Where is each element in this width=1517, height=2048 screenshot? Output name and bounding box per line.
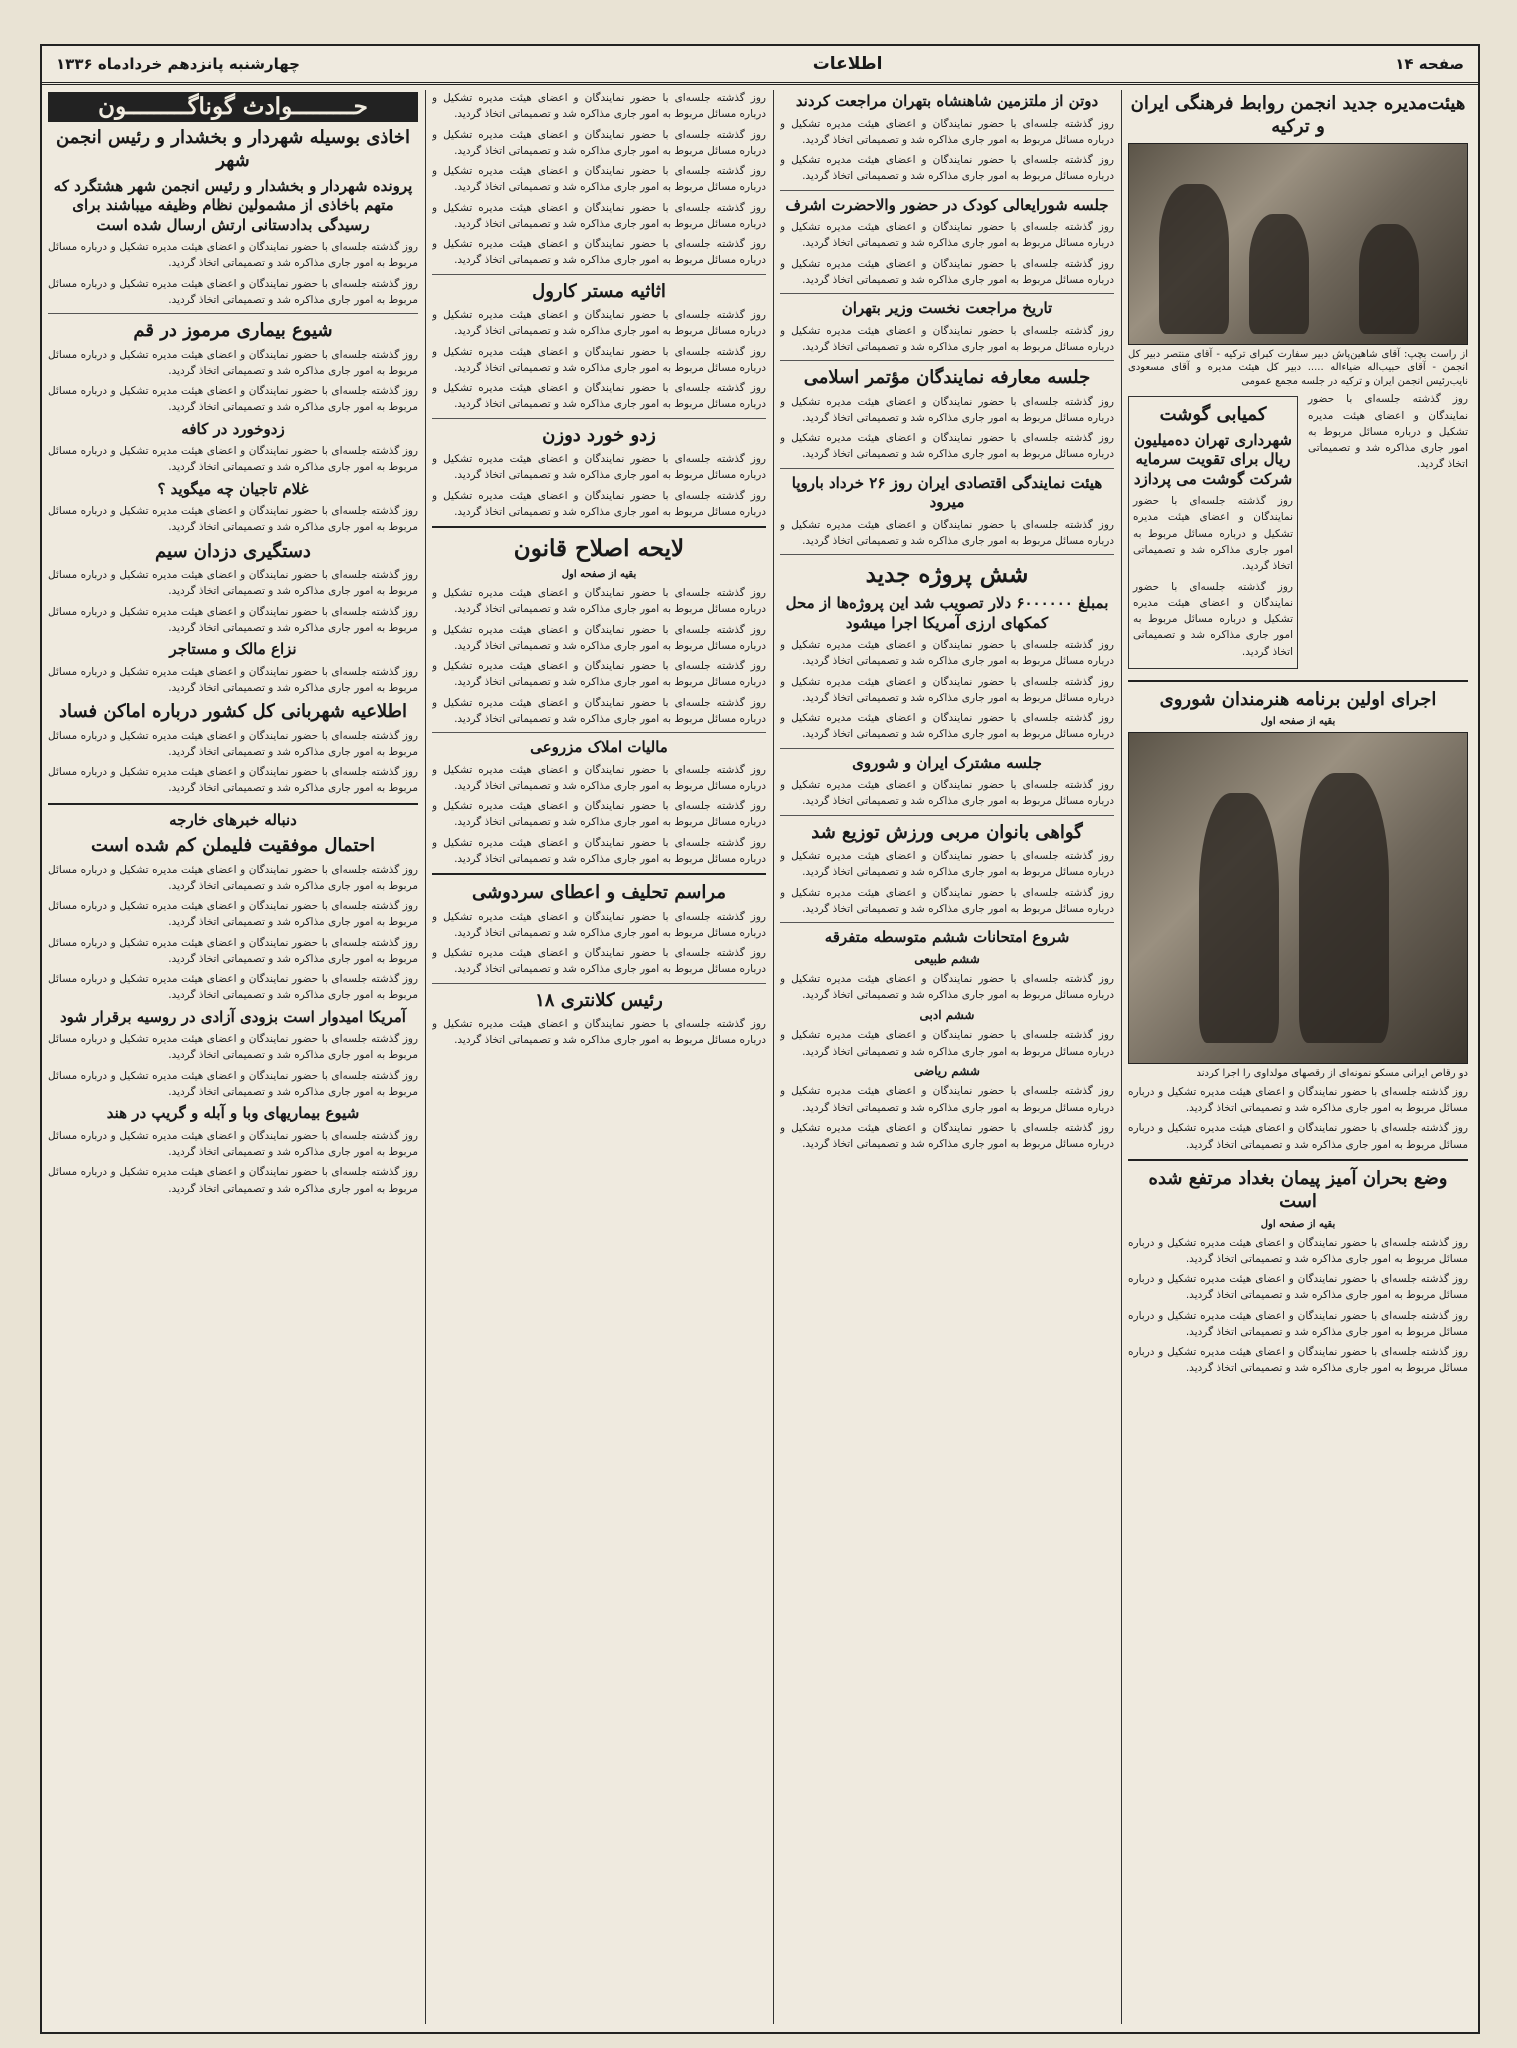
article-text: روز گذشته جلسه‌ای با حضور نمایندگان و اعضای هیئت مدیره تشکیل و درباره مسائل مربوط به امور جاری مذاکره شد و تصمیماتی اتخاذ گردید.	[780, 1085, 1114, 1114]
headline-child-council: جلسه شورایعالی کودک در حضور والاحضرت اشرف	[785, 195, 1109, 214]
article-text: روز گذشته جلسه‌ای با حضور نمایندگان و اعضای هیئت مدیره تشکیل و درباره مسائل مربوط به امور جاری مذاکره شد و تصمیماتی اتخاذ گردید.	[48, 766, 418, 795]
article-text: روز گذشته جلسه‌ای با حضور نمایندگان و اعضای هیئت مدیره تشکیل و درباره مسائل مربوط به امور جاری مذاکره شد و تصمیماتی اتخاذ گردید.	[780, 221, 1114, 250]
article-text: روز گذشته جلسه‌ای با حضور نمایندگان و اعضای هیئت مدیره تشکیل و درباره مسائل مربوط به امور جاری مذاکره شد و تصمیماتی اتخاذ گردید.	[432, 345, 766, 374]
article-text: روز گذشته جلسه‌ای با حضور نمایندگان و اعضای هیئت مدیره تشکیل و درباره مسائل مربوط به امور جاری مذاکره شد و تصمیماتی اتخاذ گردید.	[432, 382, 766, 411]
article-text: روز گذشته جلسه‌ای با حضور نمایندگان و اعضای هیئت مدیره تشکیل و درباره مسائل مربوط به امور جاری مذاکره شد و تصمیماتی اتخاذ گردید.	[780, 1121, 1114, 1151]
headline-exams: شروع امتحانات ششم متوسطه متفرقه	[824, 928, 1070, 947]
article-text: روز گذشته جلسه‌ای با حضور نمایندگان و اعضای هیئت مدیره تشکیل و درباره مسائل مربوط به امور جاری مذاکره شد و تصمیماتی اتخاذ گردید.	[48, 277, 418, 306]
article-text: روز گذشته جلسه‌ای با حضور نمایندگان و اعضای هیئت مدیره تشکیل و درباره مسائل مربوط به امور جاری مذاکره شد و تصمیماتی اتخاذ گردید.	[48, 1069, 418, 1098]
article-text: روز گذشته جلسه‌ای با حضور نمایندگان و اعضای هیئت مدیره تشکیل و درباره مسائل مربوط به امور جاری مذاکره شد و تصمیماتی اتخاذ گردید.	[432, 165, 766, 194]
masthead	[42, 46, 1478, 85]
article-text: روز گذشته جلسه‌ای با حضور نمایندگان و اعضای هیئت مدیره تشکیل و درباره مسائل مربوط به امور جاری مذاکره شد و تصمیماتی اتخاذ گردید.	[48, 665, 418, 694]
article-text: روز گذشته جلسه‌ای با حضور نمایندگان و اعضای هیئت مدیره تشکیل و درباره مسائل مربوط به امور جاری مذاکره شد و تصمیماتی اتخاذ گردید.	[780, 850, 1114, 879]
column-4	[48, 90, 418, 2024]
headline-cafe-fight: زدوخورد در کافه	[181, 419, 285, 438]
headline-pm-return: تاریخ مراجعت نخست وزیر بتهران	[841, 299, 1053, 318]
article-text: روز گذشته جلسه‌ای با حضور نمایندگان و اعضای هیئت مدیره تشکیل و درباره مسائل مربوط به امور جاری مذاکره شد و تصمیماتی اتخاذ گردید.	[432, 696, 766, 725]
article-text: روز گذشته جلسه‌ای با حضور نمایندگان و اعضای هیئت مدیره تشکیل و درباره مسائل مربوط به امور جاری مذاکره شد و تصمیماتی اتخاذ گردید.	[432, 309, 766, 338]
photo-caption: از راست بچپ: آقای شاهین‌پاش دبیر سفارت کبرای ترکیه - آقای منتصر دبیر کل انجمن - آقای حبیب‌اله ضیاءاله ..... دبیر کل هیئت مدیره و آقای مسعودی نایب‌رئیس انجمن ایران و ترکیه در جلسه مجمع عمومی	[1128, 348, 1468, 387]
headline-landlord-dispute: نزاع مالک و مستاجر	[169, 640, 297, 659]
article-text: روز گذشته جلسه‌ای با حضور نمایندگان و اعضای هیئت مدیره تشکیل و درباره مسائل مربوط به امور جاری مذاکره شد و تصمیماتی اتخاذ گردید.	[780, 1029, 1114, 1058]
subhead-extortion: پرونده شهردار و بخشدار و رئیس انجمن شهر هشتگرد که متهم باخاذی از مشمولین نظام وظیفه میباشند برای رسیدگی بدادستانی ارتش ارسال شده است	[53, 176, 413, 234]
article-text: روز گذشته جلسه‌ای با حضور نمایندگان و اعضای هیئت مدیره تشکیل و درباره مسائل مربوط به امور جاری مذاکره شد و تصمیماتی اتخاذ گردید.	[432, 947, 766, 976]
headline-wire-thieves: دستگیری دزدان سیم	[155, 540, 311, 562]
article-text: روز گذشته جلسه‌ای با حضور نمایندگان و اعضای هیئت مدیره تشکیل و درباره مسائل مربوط به امور جاری مذاکره شد و تصمیماتی اتخاذ گردید.	[780, 886, 1114, 915]
article-text: روز گذشته جلسه‌ای با حضور نمایندگان و اعضای هیئت مدیره تشکیل و درباره مسائل مربوط به امور جاری مذاکره شد و تصمیماتی اتخاذ گردید.	[780, 117, 1114, 146]
article-text: روز گذشته جلسه‌ای با حضور نمایندگان و اعضای هیئت مدیره تشکیل و درباره مسائل مربوط به امور جاری مذاکره شد و تصمیماتی اتخاذ گردید.	[48, 973, 418, 1002]
article-text: روز گذشته جلسه‌ای با حضور نمایندگان و اعضای هیئت مدیره تشکیل و درباره مسائل مربوط به امور جاری مذاکره شد و تصمیماتی اتخاذ گردید.	[1133, 495, 1293, 573]
article-text: روز گذشته جلسه‌ای با حضور نمایندگان و اعضای هیئت مدیره تشکیل و درباره مسائل مربوط به امور جاری مذاکره شد و تصمیماتی اتخاذ گردید.	[48, 936, 418, 965]
article-text: روز گذشته جلسه‌ای با حضور نمایندگان و اعضای هیئت مدیره تشکیل و درباره مسائل مربوط به امور جاری مذاکره شد و تصمیماتی اتخاذ گردید.	[780, 257, 1114, 286]
article-text: روز گذشته جلسه‌ای با حضور نمایندگان و اعضای هیئت مدیره تشکیل و درباره مسائل مربوط به امور جاری مذاکره شد و تصمیماتی اتخاذ گردید.	[432, 763, 766, 792]
headline-tajian: غلام تاجیان چه میگوید ؟	[157, 479, 309, 498]
headline-six-projects: شش پروژه جدید	[865, 561, 1029, 589]
article-text: روز گذشته جلسه‌ای با حضور نمایندگان و اعضای هیئت مدیره تشکیل و درباره مسائل مربوط به امور جاری مذاکره شد و تصمیماتی اتخاذ گردید.	[1128, 1309, 1468, 1338]
headline-extortion: اخاذی بوسیله شهردار و بخشدار و رئیس انجمن شهر	[55, 126, 411, 172]
article-text: روز گذشته جلسه‌ای با حضور نمایندگان و اعضای هیئت مدیره تشکیل و درباره مسائل مربوط به امور جاری مذاکره شد و تصمیماتی اتخاذ گردید.	[48, 385, 418, 414]
article-text: روز گذشته جلسه‌ای با حضور نمایندگان و اعضای هیئت مدیره تشکیل و درباره مسائل مربوط به امور جاری مذاکره شد و تصمیماتی اتخاذ گردید.	[432, 1018, 766, 1047]
column-2	[780, 90, 1114, 2024]
article-text: روز گذشته جلسه‌ای با حضور نمایندگان و اعضای هیئت مدیره تشکیل و درباره مسائل مربوط به امور جاری مذاکره شد و تصمیماتی اتخاذ گردید.	[1308, 393, 1468, 471]
article-text: روز گذشته جلسه‌ای با حضور نمایندگان و اعضای هیئت مدیره تشکیل و درباره مسائل مربوط به امور جاری مذاکره شد و تصمیماتی اتخاذ گردید.	[432, 623, 766, 652]
article-text: روز گذشته جلسه‌ای با حضور نمایندگان و اعضای هیئت مدیره تشکیل و درباره مسائل مربوط به امور جاری مذاکره شد و تصمیماتی اتخاذ گردید.	[432, 910, 766, 939]
article-text: روز گذشته جلسه‌ای با حضور نمایندگان و اعضای هیئت مدیره تشکیل و درباره مسائل مربوط به امور جاری مذاکره شد و تصمیماتی اتخاذ گردید.	[48, 863, 418, 892]
photo-meeting	[1128, 143, 1468, 345]
continued-note: بقیه از صفحه اول	[561, 568, 637, 580]
article-text: روز گذشته جلسه‌ای با حضور نمایندگان و اعضای هیئت مدیره تشکیل و درباره مسائل مربوط به امور جاری مذاکره شد و تصمیماتی اتخاذ گردید.	[48, 241, 418, 270]
article-text: روز گذشته جلسه‌ای با حضور نمایندگان و اعضای هیئت مدیره تشکیل و درباره مسائل مربوط به امور جاری مذاکره شد و تصمیماتی اتخاذ گردید.	[780, 518, 1114, 547]
headline-pflimlin: احتمال موفقیت فلیملن کم شده است	[91, 835, 375, 857]
photo-dancers	[1128, 732, 1468, 1064]
headline-ceremony: مراسم تحلیف و اعطای سردوشی	[472, 882, 726, 904]
article-text: روز گذشته جلسه‌ای با حضور نمایندگان و اعضای هیئت مدیره تشکیل و درباره مسائل مربوط به امور جاری مذاکره شد و تصمیماتی اتخاذ گردید.	[780, 675, 1114, 704]
continued-note: بقیه از صفحه اول	[1260, 1218, 1336, 1230]
section-foreign-news: دنباله خبرهای خارجه	[169, 810, 297, 829]
date-line: چهارشنبه پانزدهم خردادماه ۱۳۳۶	[56, 55, 300, 73]
headline-economic-delegation: هیئت نمایندگی اقتصادی ایران روز ۲۶ خرداد باروپا میرود	[791, 473, 1103, 512]
article-text: روز گذشته جلسه‌ای با حضور نمایندگان و اعضای هیئت مدیره تشکیل و درباره مسائل مربوط به امور جاری مذاکره شد و تصمیماتی اتخاذ گردید.	[780, 973, 1114, 1002]
article-text: روز گذشته جلسه‌ای با حضور نمایندگان و اعضای هیئت مدیره تشکیل و درباره مسائل مربوط به امور جاری مذاکره شد و تصمیماتی اتخاذ گردید.	[48, 505, 418, 534]
newspaper-page	[40, 44, 1480, 2034]
headline-islamic-conference: جلسه معارفه نمایندگان مؤتمر اسلامی	[803, 367, 1091, 389]
headline-precinct-18: رئیس کلانتری ۱۸	[535, 989, 663, 1011]
meat-box	[1128, 396, 1298, 669]
article-text: روز گذشته جلسه‌ای با حضور نمایندگان و اعضای هیئت مدیره تشکیل و درباره مسائل مربوط به امور جاری مذاکره شد و تصمیماتی اتخاذ گردید.	[780, 324, 1114, 353]
article-text: روز گذشته جلسه‌ای با حضور نمایندگان و اعضای هیئت مدیره تشکیل و درباره مسائل مربوط به امور جاری مذاکره شد و تصمیماتی اتخاذ گردید.	[1128, 1085, 1468, 1114]
article-text: روز گذشته جلسه‌ای با حضور نمایندگان و اعضای هیئت مدیره تشکیل و درباره مسائل مربوط به امور جاری مذاکره شد و تصمیماتی اتخاذ گردید.	[780, 154, 1114, 183]
headline-iran-turkey: هیئت‌مدیره جدید انجمن روابط فرهنگی ایران و ترکیه	[1130, 93, 1466, 138]
page-number: صفحه ۱۴	[1395, 55, 1464, 73]
headline-baghdad-pact: وضع بحران آمیز پیمان بغداد مرتفع شده است	[1148, 1167, 1448, 1213]
section-banner-misc-events: حـــــــــوادث گوناگـــــــــون	[48, 92, 418, 122]
article-text: روز گذشته جلسه‌ای با حضور نمایندگان و اعضای هیئت مدیره تشکیل و درباره مسائل مربوط به امور جاری مذاکره شد و تصمیماتی اتخاذ گردید.	[432, 800, 766, 829]
headline-two-women: زدو خورد دوزن	[542, 424, 656, 446]
article-text: روز گذشته جلسه‌ای با حضور نمایندگان و اعضای هیئت مدیره تشکیل و درباره مسائل مربوط به امور جاری مذاکره شد و تصمیماتی اتخاذ گردید.	[432, 453, 766, 482]
article-text: روز گذشته جلسه‌ای با حضور نمایندگان و اعضای هیئت مدیره تشکیل و درباره مسائل مربوط به امور جاری مذاکره شد و تصمیماتی اتخاذ گردید.	[1128, 1346, 1468, 1375]
article-text: روز گذشته جلسه‌ای با حضور نمایندگان و اعضای هیئت مدیره تشکیل و درباره مسائل مربوط به امور جاری مذاکره شد و تصمیماتی اتخاذ گردید.	[1128, 1236, 1468, 1265]
headline-soviet-artists: اجرای اولین برنامه هنرمندان شوروی	[1159, 688, 1437, 710]
article-text: روز گذشته جلسه‌ای با حضور نمایندگان و اعضای هیئت مدیره تشکیل و درباره مسائل مربوط به امور جاری مذاکره شد و تصمیماتی اتخاذ گردید.	[780, 395, 1114, 424]
headline-law-reform: لایحه اصلاح قانون	[513, 535, 685, 563]
article-text: روز گذشته جلسه‌ای با حضور نمایندگان و اعضای هیئت مدیره تشکیل و درباره مسائل مربوط به امور جاری مذاکره شد و تصمیماتی اتخاذ گردید.	[48, 1129, 418, 1159]
article-text: روز گذشته جلسه‌ای با حضور نمایندگان و اعضای هیئت مدیره تشکیل و درباره مسائل مربوط به امور جاری مذاکره شد و تصمیماتی اتخاذ گردید.	[432, 92, 766, 121]
article-text: روز گذشته جلسه‌ای با حضور نمایندگان و اعضای هیئت مدیره تشکیل و درباره مسائل مربوط به امور جاری مذاکره شد و تصمیماتی اتخاذ گردید.	[48, 348, 418, 377]
subhead-six-projects: بمبلغ ۶۰۰۰۰۰۰ دلار تصویب شد این پروژه‌ها از محل کمکهای ارزی آمریکا اجرا میشود	[785, 594, 1109, 632]
article-text: روز گذشته جلسه‌ای با حضور نمایندگان و اعضای هیئت مدیره تشکیل و درباره مسائل مربوط به امور جاری مذاکره شد و تصمیماتی اتخاذ گردید.	[48, 1033, 418, 1062]
paper-name: اطلاعات	[812, 54, 883, 74]
article-text: روز گذشته جلسه‌ای با حضور نمایندگان و اعضای هیئت مدیره تشکیل و درباره مسائل مربوط به امور جاری مذاکره شد و تصمیماتی اتخاذ گردید.	[432, 238, 766, 267]
headline-iran-soviet: جلسه مشترک ایران و شوروی	[852, 753, 1042, 772]
exam-math: ششم ریاضی	[914, 1063, 980, 1078]
article-text: روز گذشته جلسه‌ای با حضور نمایندگان و اعضای هیئت مدیره تشکیل و درباره مسائل مربوط به امور جاری مذاکره شد و تصمیماتی اتخاذ گردید.	[432, 586, 766, 616]
photo2-caption: دو رقاص ایرانی مسکو نمونه‌ای از رقصهای مولداوی را اجرا کردند	[1196, 1068, 1468, 1080]
column-1	[1128, 90, 1468, 2024]
headline-india-disease: شیوع بیماریهای وبا و آبله و گریپ در هند	[106, 1104, 360, 1123]
article-text: روز گذشته جلسه‌ای با حضور نمایندگان و اعضای هیئت مدیره تشکیل و درباره مسائل مربوط به امور جاری مذاکره شد و تصمیماتی اتخاذ گردید.	[432, 128, 766, 157]
continued-note: بقیه از صفحه اول	[1260, 716, 1336, 728]
article-text: روز گذشته جلسه‌ای با حضور نمایندگان و اعضای هیئت مدیره تشکیل و درباره مسائل مربوط به امور جاری مذاکره شد و تصمیماتی اتخاذ گردید.	[48, 605, 418, 634]
article-text: روز گذشته جلسه‌ای با حضور نمایندگان و اعضای هیئت مدیره تشکیل و درباره مسائل مربوط به امور جاری مذاکره شد و تصمیماتی اتخاذ گردید.	[780, 432, 1114, 461]
article-text: روز گذشته جلسه‌ای با حضور نمایندگان و اعضای هیئت مدیره تشکیل و درباره مسائل مربوط به امور جاری مذاکره شد و تصمیماتی اتخاذ گردید.	[1128, 1273, 1468, 1302]
article-text: روز گذشته جلسه‌ای با حضور نمایندگان و اعضای هیئت مدیره تشکیل و درباره مسائل مربوط به امور جاری مذاکره شد و تصمیماتی اتخاذ گردید.	[432, 836, 766, 865]
headline-shah-companions: دوتن از ملتزمین شاهنشاه بتهران مراجعت کردند	[795, 92, 1099, 110]
headline-police-notice: اطلاعیه شهربانی کل کشور درباره اماکن فساد	[58, 701, 407, 723]
headline-disease-qom: شیوع بیماری مرموز در قم	[133, 320, 333, 342]
column-3	[432, 90, 766, 2024]
exam-natural: ششم طبیعی	[914, 951, 980, 966]
article-text: روز گذشته جلسه‌ای با حضور نمایندگان و اعضای هیئت مدیره تشکیل و درباره مسائل مربوط به امور جاری مذاکره شد و تصمیماتی اتخاذ گردید.	[48, 569, 418, 598]
headline-us-russia: آمریکا امیدوار است بزودی آزادی در روسیه برقرار شود	[60, 1007, 406, 1026]
article-text: روز گذشته جلسه‌ای با حضور نمایندگان و اعضای هیئت مدیره تشکیل و درباره مسائل مربوط به امور جاری مذاکره شد و تصمیماتی اتخاذ گردید.	[432, 201, 766, 230]
article-text: روز گذشته جلسه‌ای با حضور نمایندگان و اعضای هیئت مدیره تشکیل و درباره مسائل مربوط به امور جاری مذاکره شد و تصمیماتی اتخاذ گردید.	[780, 639, 1114, 668]
article-text: روز گذشته جلسه‌ای با حضور نمایندگان و اعضای هیئت مدیره تشکیل و درباره مسائل مربوط به امور جاری مذاکره شد و تصمیماتی اتخاذ گردید.	[48, 900, 418, 929]
exam-literary: ششم ادبی	[919, 1007, 975, 1022]
article-text: روز گذشته جلسه‌ای با حضور نمایندگان و اعضای هیئت مدیره تشکیل و درباره مسائل مربوط به امور جاری مذاکره شد و تصمیماتی اتخاذ گردید.	[1133, 580, 1293, 658]
headline-land-tax: مالیات املاک مزروعی	[530, 738, 668, 757]
article-text: روز گذشته جلسه‌ای با حضور نمایندگان و اعضای هیئت مدیره تشکیل و درباره مسائل مربوط به امور جاری مذاکره شد و تصمیماتی اتخاذ گردید.	[48, 445, 418, 474]
article-text: روز گذشته جلسه‌ای با حضور نمایندگان و اعضای هیئت مدیره تشکیل و درباره مسائل مربوط به امور جاری مذاکره شد و تصمیماتی اتخاذ گردید.	[48, 729, 418, 758]
article-text: روز گذشته جلسه‌ای با حضور نمایندگان و اعضای هیئت مدیره تشکیل و درباره مسائل مربوط به امور جاری مذاکره شد و تصمیماتی اتخاذ گردید.	[48, 1166, 418, 1195]
article-text: روز گذشته جلسه‌ای با حضور نمایندگان و اعضای هیئت مدیره تشکیل و درباره مسائل مربوط به امور جاری مذاکره شد و تصمیماتی اتخاذ گردید.	[432, 489, 766, 518]
article-text: روز گذشته جلسه‌ای با حضور نمایندگان و اعضای هیئت مدیره تشکیل و درباره مسائل مربوط به امور جاری مذاکره شد و تصمیماتی اتخاذ گردید.	[780, 779, 1114, 808]
meat-title: کمیابی گوشت	[1159, 404, 1267, 426]
headline-women-coaches: گواهی بانوان مربی ورزش توزیع شد	[811, 821, 1083, 843]
article-text: روز گذشته جلسه‌ای با حضور نمایندگان و اعضای هیئت مدیره تشکیل و درباره مسائل مربوط به امور جاری مذاکره شد و تصمیماتی اتخاذ گردید.	[780, 712, 1114, 741]
headline-carroll: اثاثیه مستر کارول	[532, 280, 666, 302]
meat-subtitle: شهرداری تهران ده‌میلیون ریال برای تقویت سرمایه شرکت گوشت می پردازد	[1133, 430, 1293, 488]
article-text: روز گذشته جلسه‌ای با حضور نمایندگان و اعضای هیئت مدیره تشکیل و درباره مسائل مربوط به امور جاری مذاکره شد و تصمیماتی اتخاذ گردید.	[432, 660, 766, 689]
article-text: روز گذشته جلسه‌ای با حضور نمایندگان و اعضای هیئت مدیره تشکیل و درباره مسائل مربوط به امور جاری مذاکره شد و تصمیماتی اتخاذ گردید.	[1128, 1122, 1468, 1151]
